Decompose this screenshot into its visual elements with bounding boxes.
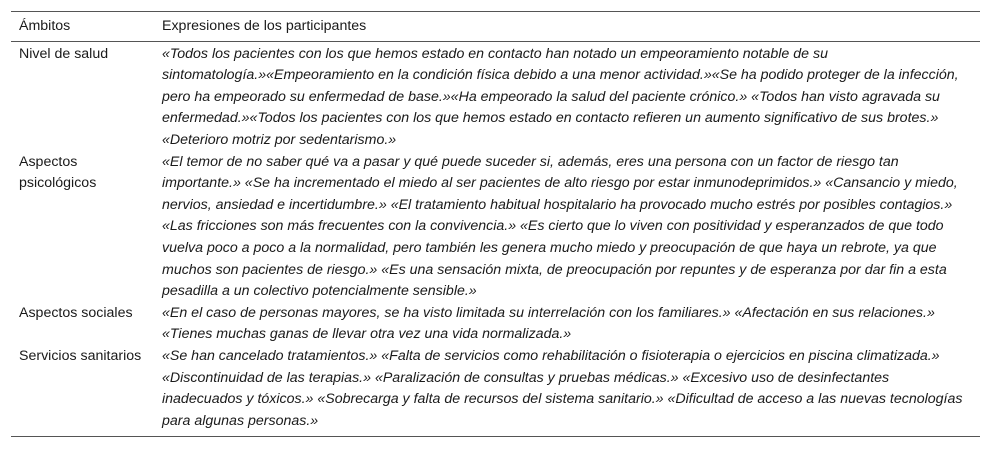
- ambito-cell: Aspectos sociales: [19, 304, 133, 321]
- header-expresiones: Expresiones de los participantes: [162, 18, 367, 34]
- table-body: [11, 41, 980, 437]
- participants-expressions-table: [11, 11, 980, 437]
- header-row: [11, 12, 980, 42]
- ambito-cell: Servicios sanitarios: [19, 347, 142, 364]
- ambito-cell: Aspectos psicológicos: [19, 153, 97, 192]
- expresiones-cell: «Todos los pacientes con los que hemos estado en contacto han notado un empeoramiento notable de su sintomatología.»«Empeoramiento en la condición física debido a una menor actividad.»«Se ha podido proteger de la infección, pero ha empeorado su enfermedad de base.»«Ha empeorado la salud del paciente crónico.» «Todos han visto agravada su enfermedad.»«Todos los pacientes con los que hemos estado en contacto refieren un aumento significativo de sus brotes.» «Deterioro motriz por sedentarismo.»: [162, 45, 959, 148]
- expresiones-cell: «En el caso de personas mayores, se ha visto limitada su interrelación con los familiares.» «Afectación en sus relaciones.» «Tienes muchas ganas de llevar otra vez una vida normalizada.»: [162, 304, 935, 343]
- table-header: [11, 12, 980, 42]
- ambito-cell: Nivel de salud: [19, 45, 109, 62]
- header-ambitos: Ámbitos: [19, 18, 71, 34]
- table-row-servicios-sanitarios: [11, 346, 980, 437]
- expresiones-cell: «Se han cancelado tratamientos.» «Falta de servicios como rehabilitación o fisioterapia o ejercicios en piscina climatizada.» «Discontinuidad de las terapias.» «Paralización de consultas y pruebas médicas.» «Excesivo uso de desinfectantes inadecuados y tóxicos.» «Sobrecarga y falta de recursos del sistema sanitario.» «Dificultad de acceso a las nuevas tecnologías para algunas personas.»: [162, 347, 963, 429]
- table-row-aspectos-sociales: [11, 303, 980, 346]
- expresiones-cell: «El temor de no saber qué va a pasar y qué puede suceder si, además, eres una persona con un factor de riesgo tan importante.» «Se ha incrementado el miedo al ser pacientes de alto riesgo por estar inmunodeprimidos.» «Cansancio y miedo, nervios, ansiedad e incertidumbre.» «El tratamiento habitual hospitalario ha provocado mucho estrés por posibles contagios.» «Las fricciones son más frecuentes con la convivencia.» «Es cierto que lo viven con positividad y esperanzados de que todo vuelva poco a poco a la normalidad, pero también les genera mucho miedo y preocupación de que haya un rebrote, ya que muchos son pacientes de riesgo.» «Es una sensación mixta, de preocupación por repuntes y de esperanza por dar fin a esta pesadilla a un colectivo potencialmente sensible.»: [162, 153, 958, 300]
- table-row-nivel-de-salud: [11, 41, 980, 151]
- participants-table-container: [11, 11, 980, 437]
- table-row-aspectos-psicologicos: [11, 152, 980, 303]
